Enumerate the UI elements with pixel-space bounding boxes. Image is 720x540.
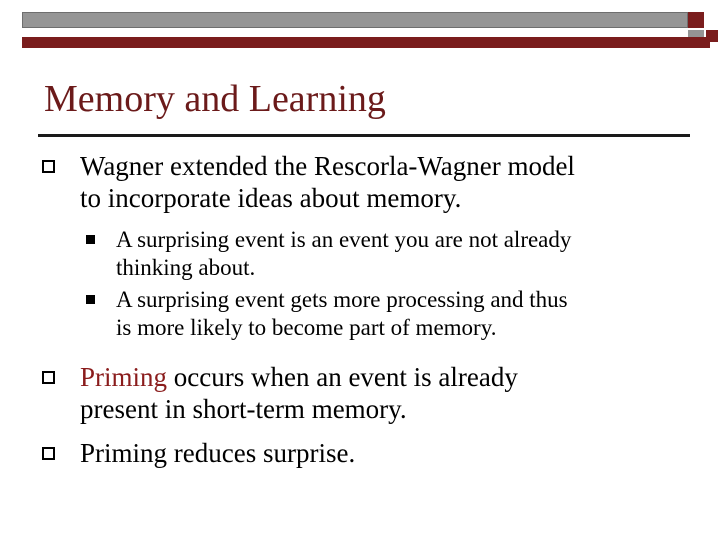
title-divider (38, 134, 690, 137)
hollow-square-bullet-icon (42, 447, 55, 460)
priming-term: Priming (80, 362, 168, 392)
bullet-3-text: Priming reduces surprise. (80, 438, 356, 468)
sub-bullet-2-line-1: A surprising event gets more processing and thus (116, 287, 568, 312)
sub-bullet-1-line-2: thinking about. (116, 255, 256, 280)
hollow-square-bullet-icon (42, 160, 55, 173)
filled-square-bullet-icon (86, 295, 95, 304)
sub-bullet-2-line-2: is more likely to become part of memory. (116, 315, 497, 340)
slide-title: Memory and Learning (44, 78, 386, 120)
header-gray-band (22, 12, 688, 28)
bullet-2-line-2: present in short-term memory. (80, 394, 407, 424)
header-red-band (22, 37, 710, 48)
filled-square-bullet-icon (86, 235, 95, 244)
hollow-square-bullet-icon (42, 371, 55, 384)
bullet-1-line-2: to incorporate ideas about memory. (80, 183, 462, 213)
header-red-square (688, 12, 704, 28)
bullet-2-line-1-rest: occurs when an event is already (167, 362, 518, 392)
bullet-2-line-1 (80, 362, 518, 393)
bullet-1-line-1: Wagner extended the Rescorla-Wagner model (80, 151, 575, 181)
decorative-header-bar (22, 12, 710, 38)
sub-bullet-1-line-1: A surprising event is an event you are not already (116, 227, 572, 252)
